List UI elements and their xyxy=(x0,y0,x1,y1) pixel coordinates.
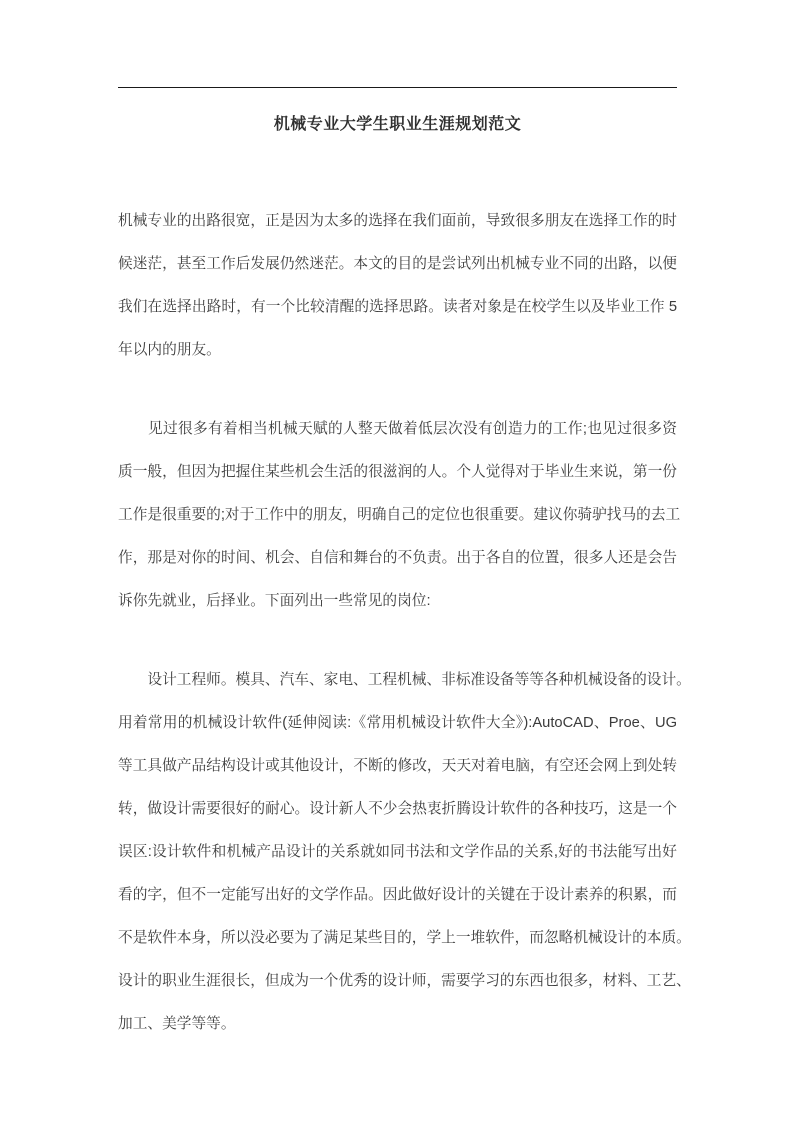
text-line: 年以内的朋友。 xyxy=(118,342,221,358)
paragraph-advice xyxy=(118,408,681,623)
text-line: 诉你先就业，后择业。下面列出一些常见的岗位: xyxy=(118,593,431,609)
text-line: 等工具做产品结构设计或其他设计，不断的修改，天天对着电脑，有空还会网上到处转 xyxy=(118,758,677,774)
text-line: 不是软件本身，所以没必要为了满足某些目的，学上一堆软件，而忽略机械设计的本质。 xyxy=(118,930,691,946)
text-line: 设计工程师。模具、汽车、家电、工程机械、非标准设备等等各种机械设备的设计。 xyxy=(118,672,691,688)
text-line: 看的字，但不一定能写出好的文学作品。因此做好设计的关键在于设计素养的积累，而 xyxy=(118,887,677,903)
header-rule xyxy=(118,87,677,88)
text-line: 加工、美学等等。 xyxy=(118,1016,236,1032)
text-line: 用着常用的机械设计软件(延伸阅读:《常用机械设计软件大全》):AutoCAD、Proe、UG xyxy=(118,715,677,731)
document-content xyxy=(118,0,691,1046)
document-body xyxy=(118,200,691,1046)
text-line: 转，做设计需要很好的耐心。设计新人不少会热衷折腾设计软件的各种技巧，这是一个 xyxy=(118,801,677,817)
text-line: 设计的职业生涯很长，但成为一个优秀的设计师，需要学习的东西也很多，材料、工艺、 xyxy=(118,973,691,989)
paragraph-intro xyxy=(118,200,677,372)
paragraph-design-engineer xyxy=(118,659,691,1046)
text-line: 机械专业的出路很宽，正是因为太多的选择在我们面前，导致很多朋友在选择工作的时 xyxy=(118,213,677,229)
text-line: 候迷茫，甚至工作后发展仍然迷茫。本文的目的是尝试列出机械专业不同的出路，以便 xyxy=(118,256,677,272)
text-line: 误区:设计软件和机械产品设计的关系就如同书法和文学作品的关系,好的书法能写出好 xyxy=(118,844,677,860)
text-line: 见过很多有着相当机械天赋的人整天做着低层次没有创造力的工作;也见过很多资 xyxy=(118,421,677,437)
page-title: 机械专业大学生职业生涯规划范文 xyxy=(273,116,522,133)
text-line: 我们在选择出路时，有一个比较清醒的选择思路。读者对象是在校学生以及毕业工作 5 xyxy=(118,299,677,315)
text-line: 工作是很重要的;对于工作中的朋友，明确自己的定位也很重要。建议你骑驴找马的去工 xyxy=(118,507,681,523)
text-line: 作，那是对你的时间、机会、自信和舞台的不负责。出于各自的位置，很多人还是会告 xyxy=(118,550,677,566)
text-line: 质一般，但因为把握住某些机会生活的很滋润的人。个人觉得对于毕业生来说，第一份 xyxy=(118,464,677,480)
